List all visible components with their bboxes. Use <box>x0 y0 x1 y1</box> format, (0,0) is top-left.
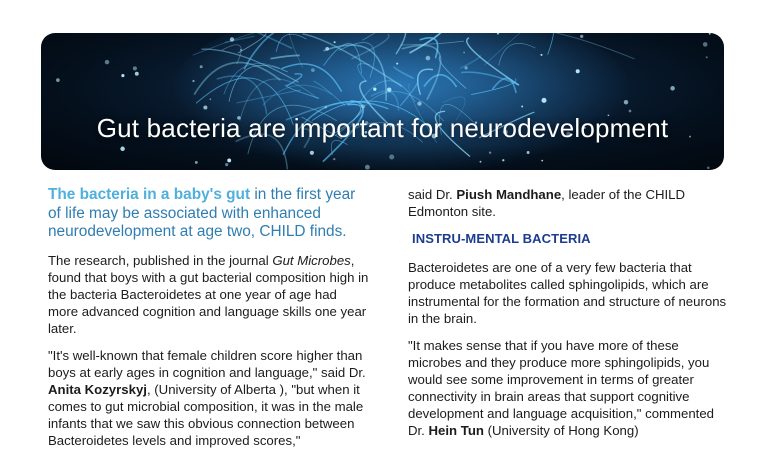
body-paragraph-3 <box>408 186 728 220</box>
text-run: "It's well-known that female children score higher than boys at early ages in cognition and language," said Dr. <box>48 347 366 380</box>
body-paragraph-5 <box>408 337 728 439</box>
person-name: Anita Kozyrskyj <box>48 381 147 397</box>
text-run: , (University of Alberta ), "but when it comes to gut microbial composition, it was in the male infants that we saw this obvious connection between Bacteroidetes levels and improved scores," <box>48 381 364 448</box>
body-paragraph-2 <box>48 347 370 449</box>
text-run: "It makes sense that if you have more of these microbes and they produce more sphingolipids, you would see some improvement in terms of greater connectivity in brain areas that support cognitive development and language acquisition," commented Dr. <box>408 338 714 438</box>
body-paragraph-4: Bacteroidetes are one of a very few bacteria that produce metabolites called sphingolipids, which are instrumental for the formation and structure of neurons in the brain. <box>408 260 727 326</box>
lede-text: in the first year of life may be associated with enhanced neurodevelopment at age two, CHILD finds. <box>48 186 356 240</box>
section-subheading: INSTRU-MENTAL BACTERIA <box>412 231 591 246</box>
body-paragraph-1 <box>48 252 370 337</box>
right-column <box>408 186 728 449</box>
lede-paragraph <box>48 186 370 242</box>
text-run: The research, published in the journal <box>48 252 273 268</box>
person-name: Piush Mandhane <box>456 187 562 202</box>
brain-network-illustration <box>41 33 724 170</box>
text-run: , leader of the CHILD Edmonton site. <box>408 187 686 219</box>
lede-highlight: The bacteria in a baby's gut <box>48 186 251 203</box>
person-name: Hein Tun <box>428 423 484 438</box>
left-column <box>48 186 370 459</box>
text-run: , found that boys with a gut bacterial composition high in the bacteria Bacteroidetes at one year of age had more advanced cognition and language skills one year later. <box>48 252 369 336</box>
text-run: (University of Hong Kong) <box>483 423 639 438</box>
text-run: said Dr. <box>408 187 457 202</box>
header-banner <box>41 33 724 170</box>
banner-title: Gut bacteria are important for neurodevelopment <box>96 113 669 143</box>
journal-name: Gut Microbes <box>272 252 351 268</box>
